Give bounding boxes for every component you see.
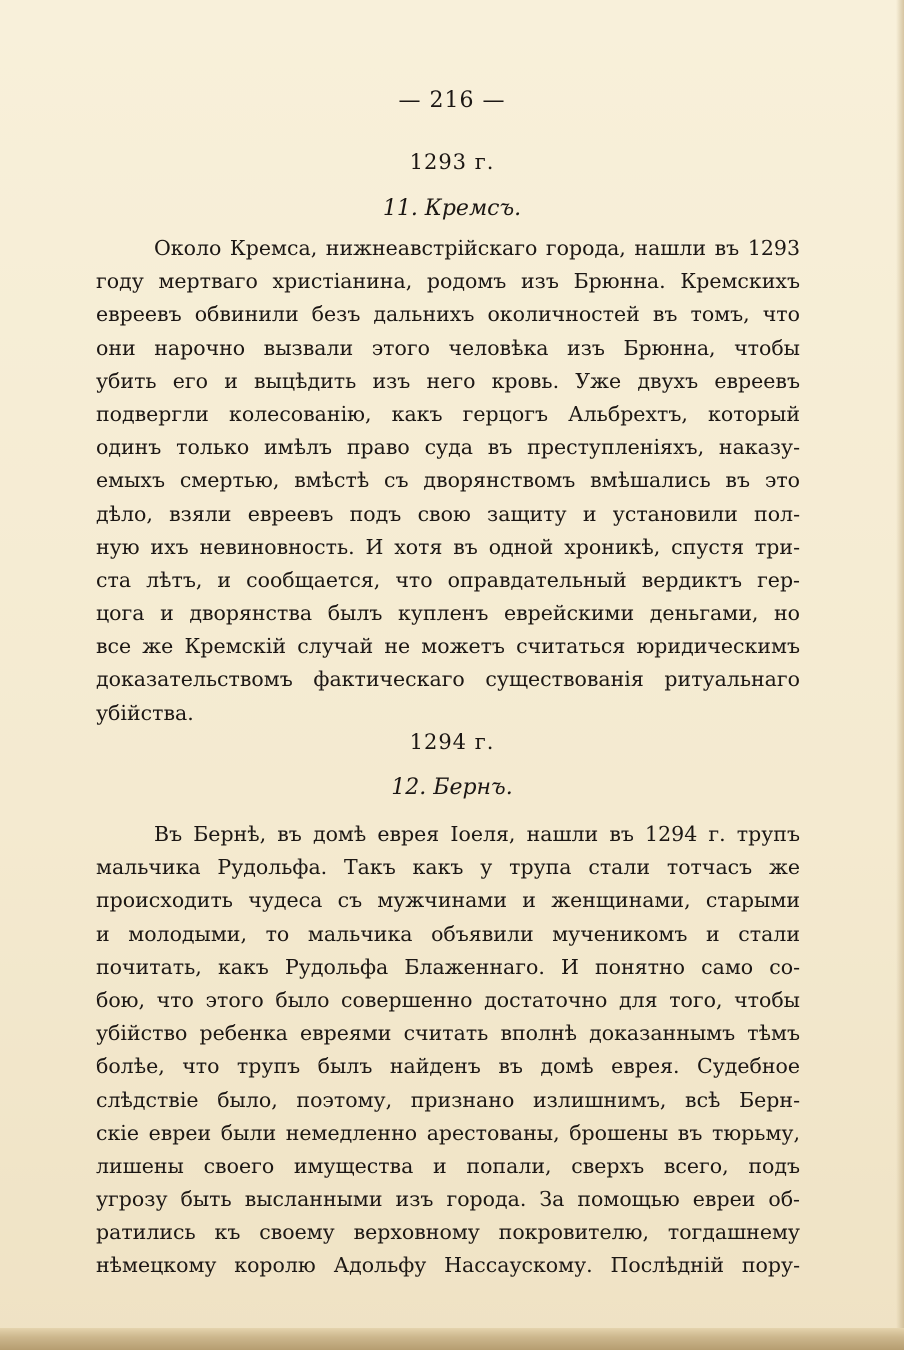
text-line: Около Кремса, нижнеавстрійскаго города, нашли въ 1293	[154, 236, 800, 260]
text-line: одинъ только имѣлъ право суда въ преступленіяхъ, наказу-	[96, 435, 800, 460]
text-line: бою, что этого было совершенно достаточно для того, чтобы	[96, 987, 800, 1012]
text-line: мальчика Рудольфа. Такъ какъ у трупа стали тотчасъ же	[96, 855, 800, 880]
text-line: году мертваго христіанина, родомъ изъ Брюнна. Кремскихъ	[96, 269, 800, 294]
text-line: евреевъ обвинили безъ дальнихъ околичностей въ томъ, что	[96, 302, 800, 327]
text-line: убійства.	[96, 700, 194, 725]
page-number: — 216 —	[398, 88, 506, 113]
text-line: происходить чудеса съ мужчинами и женщинами, старыми	[96, 888, 800, 913]
text-line: дѣло, взяли евреевъ подъ свою защиту и установили пол-	[96, 501, 800, 526]
text-line: подвергли колесованію, какъ герцогъ Альбрехтъ, который	[96, 401, 800, 426]
text-line: они нарочно вызвали этого человѣка изъ Брюнна, чтобы	[96, 335, 800, 360]
text-line: емыхъ смертью, вмѣстѣ съ дворянствомъ вмѣшались въ это	[96, 468, 800, 493]
text-line: убить его и выцѣдить изъ него кровь. Уже двухъ евреевъ	[96, 368, 800, 393]
text-line: болѣе, что трупъ былъ найденъ въ домѣ еврея. Судебное	[96, 1054, 800, 1079]
text-line: нѣмецкому королю Адольфу Нассаускому. Послѣдній пору-	[96, 1253, 800, 1278]
text-line: и молодыми, то мальчика объявили мученикомъ и стали	[96, 921, 800, 946]
text-line: слѣдствіе было, поэтому, признано излишнимъ, всѣ Берн-	[96, 1087, 800, 1112]
text-line: ную ихъ невиновность. И хотя въ одной хроникѣ, спустя три-	[96, 534, 800, 559]
page-edge-shadow	[896, 0, 904, 1350]
text-line: цога и дворянства былъ купленъ еврейскими деньгами, но	[96, 601, 800, 626]
text-line: угрозу быть высланными изъ города. За помощью евреи об-	[96, 1187, 800, 1212]
section-title-krems: 11. Кремсъ.	[382, 196, 522, 221]
paragraph-bern	[96, 818, 800, 1283]
section-year-1294: 1294 г.	[409, 730, 495, 754]
text-line: убійство ребенка евреями считать вполнѣ доказаннымъ тѣмъ	[96, 1021, 800, 1046]
text-line: ратились къ своему верховному покровителю, тогдашнему	[96, 1220, 800, 1245]
text-line: лишены своего имущества и попали, сверхъ всего, подъ	[96, 1153, 800, 1178]
text-line: Въ Бернѣ, въ домѣ еврея Іоеля, нашли въ 1294 г. трупъ	[154, 822, 800, 846]
section-year-1293: 1293 г.	[409, 150, 495, 174]
text-line: все же Кремскій случай не можетъ считаться юридическимъ	[96, 634, 800, 659]
text-line: почитать, какъ Рудольфа Блаженнаго. И понятно само со-	[96, 954, 800, 979]
page-bottom-edge	[0, 1328, 904, 1350]
text-line: скіе евреи были немедленно арестованы, брошены въ тюрьму,	[96, 1120, 800, 1145]
text-line: ста лѣтъ, и сообщается, что оправдательный вердиктъ гер-	[96, 567, 800, 592]
text-line: доказательствомъ фактическаго существованія ритуальнаго	[96, 667, 800, 692]
paragraph-krems	[96, 232, 800, 730]
section-title-bern: 12. Бернъ.	[391, 775, 513, 800]
